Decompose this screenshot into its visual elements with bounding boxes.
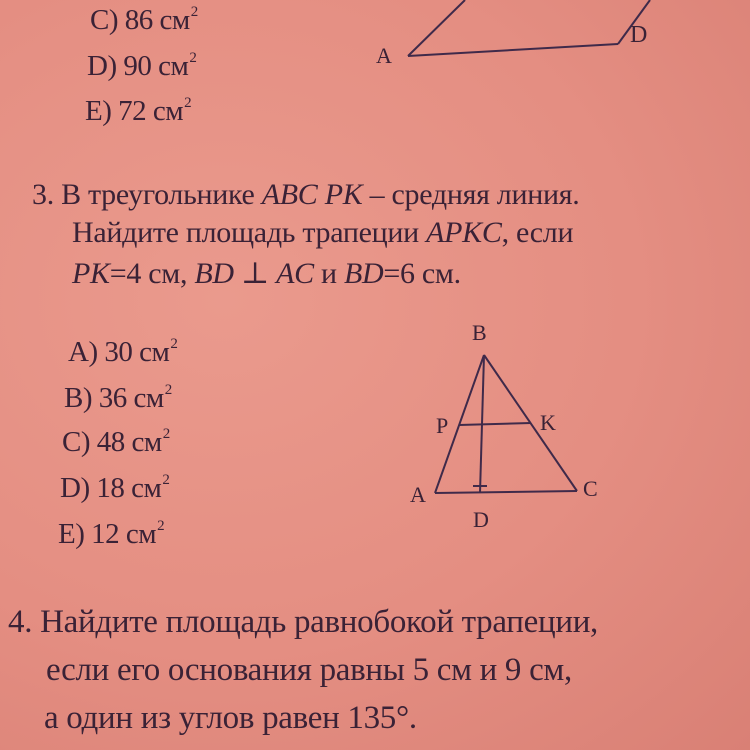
q3-option-b: B) 36 $см^2$	[64, 382, 172, 414]
q3-line3: PK=4 см, BD ⊥ AC и BD=6 см.	[72, 257, 461, 290]
q4-line2: если его основания равны 5 см и 9 см,	[46, 652, 572, 688]
q4-line3: а один из углов равен 135°.	[44, 700, 417, 736]
label-d: D	[473, 507, 489, 532]
q3-line2: Найдите площадь трапеции APKC, если	[72, 216, 574, 249]
prev-option-c: C) 86 $см^2$	[90, 4, 198, 36]
label-c: C	[583, 476, 598, 501]
q3-option-c: C) 48 $см^2$	[62, 426, 170, 458]
triangle-figure	[400, 305, 630, 545]
q3-option-e: E) 12 $см^2$	[58, 518, 165, 550]
side-ac	[435, 491, 577, 493]
q3-line1: 3. В треугольнике ABC PK – средняя линия.	[32, 178, 580, 211]
q4-line1: 4. Найдите площадь равнобокой трапеции,	[8, 604, 599, 640]
q3-option-a: A) 30 $см^2$	[68, 336, 178, 368]
prev-figure-label-d: D	[630, 22, 648, 48]
prev-option-e: E) 72 $см^2$	[85, 95, 192, 127]
prev-figure-side-left	[408, 0, 465, 56]
label-k: K	[540, 410, 556, 435]
prev-figure-label-a: A	[376, 43, 392, 68]
label-p: P	[436, 413, 449, 438]
label-b: B	[472, 320, 487, 345]
midline-pk	[459, 423, 531, 425]
prev-option-d: D) 90 $см^2$	[87, 50, 197, 82]
label-a: A	[410, 482, 426, 507]
prev-figure	[360, 0, 680, 80]
q3-option-d: D) 18 $см^2$	[60, 472, 170, 504]
prev-figure-base	[408, 44, 618, 56]
